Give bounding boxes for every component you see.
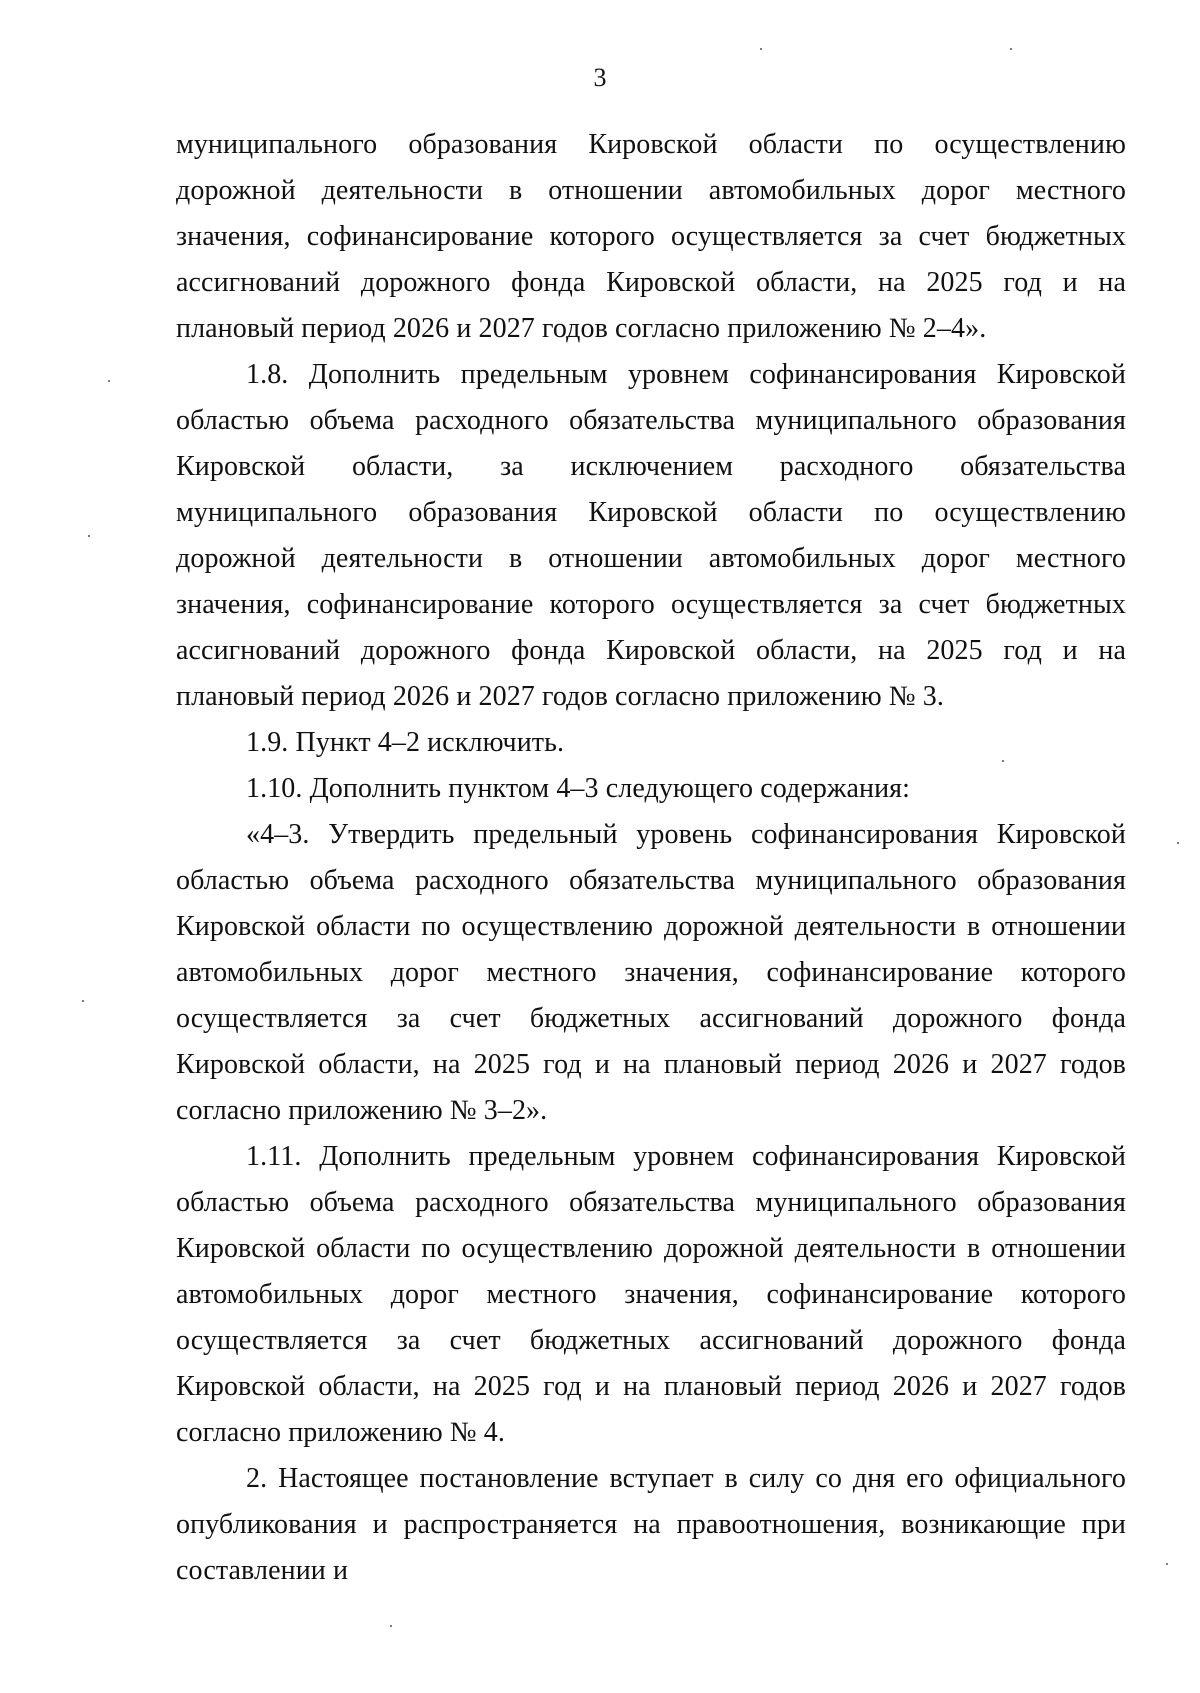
page-number: 3	[593, 63, 607, 92]
paragraph-item-1-8: 1.8. Дополнить предельным уровнем софинансирования Кировской областью объема расходного обязательства муниципального образования Кировской области, за исключением расходного обязательства муниципального образования Кировской области по осуществлению дорожной деятельности в отношении автомобильных дорог местного значения, софинансирование которого осуществляется за счет бюджетных ассигнований дорожного фонда Кировской области, на 2025 год и на плановый период 2026 и 2027 годов согласно приложению № 3.	[176, 359, 1126, 712]
paragraph-continuation: муниципального образования Кировской области по осуществлению дорожной деятельности в отношении автомобильных дорог местного значения, софинансирование которого осуществляется за счет бюджетных ассигнований дорожного фонда Кировской области, на 2025 год и на плановый период 2026 и 2027 годов согласно приложению № 2–4».	[176, 129, 1126, 344]
paragraph-quote-4-3: «4–3. Утвердить предельный уровень софинансирования Кировской областью объема расходного обязательства муниципального образования Кировской области по осуществлению дорожной деятельности в отношении автомобильных дорог местного значения, софинансирование которого осуществляется за счет бюджетных ассигнований дорожного фонда Кировской области, на 2025 год и на плановый период 2026 и 2027 годов согласно приложению № 3–2».	[176, 819, 1126, 1126]
scan-speck	[390, 1625, 392, 1627]
scan-speck	[108, 380, 110, 382]
paragraph-item-1-10: 1.10. Дополнить пунктом 4–3 следующего содержания:	[246, 773, 911, 804]
scan-speck	[760, 48, 762, 50]
paragraph-item-1-9: 1.9. Пункт 4–2 исключить.	[246, 727, 565, 758]
scan-speck	[88, 535, 90, 537]
paragraph-item-1-11: 1.11. Дополнить предельным уровнем софинансирования Кировской областью объема расходного обязательства муниципального образования Кировской области по осуществлению дорожной деятельности в отношении автомобильных дорог местного значения, софинансирование которого осуществляется за счет бюджетных ассигнований дорожного фонда Кировской области, на 2025 год и на плановый период 2026 и 2027 годов согласно приложению № 4.	[176, 1141, 1126, 1448]
scan-speck	[1177, 842, 1179, 844]
scan-speck	[1166, 1563, 1168, 1565]
scan-speck	[1010, 48, 1012, 50]
scan-speck	[82, 1000, 84, 1002]
scan-speck	[1002, 760, 1004, 762]
paragraph-item-2: 2. Настоящее постановление вступает в силу со дня его официального опубликования и распространяется на правоотношения, возникающие при составлении и	[176, 1463, 1126, 1586]
document-body	[176, 122, 1126, 1594]
